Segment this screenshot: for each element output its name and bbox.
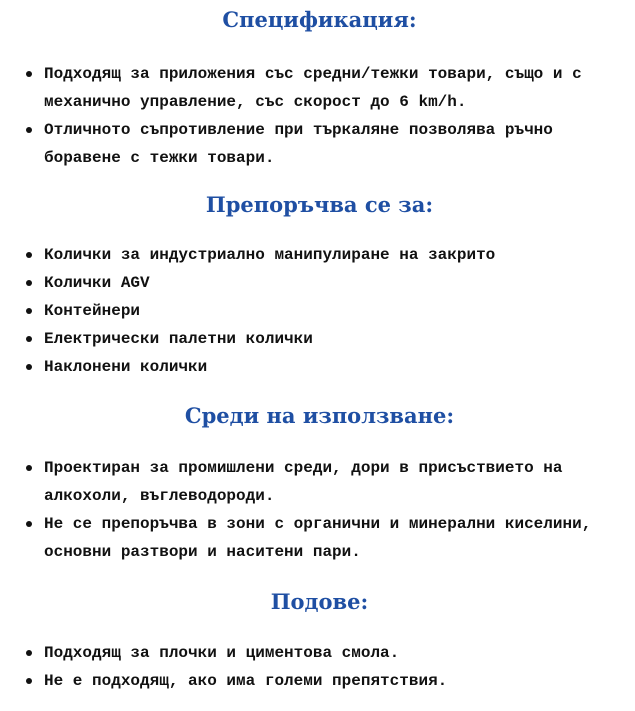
list-item	[22, 116, 617, 172]
list-item-text: Контейнери	[44, 302, 141, 320]
bullet-icon	[26, 678, 32, 684]
recommended-for-list	[22, 241, 617, 381]
list-item	[22, 241, 617, 269]
list-item	[22, 510, 617, 566]
floors-heading: Подове:	[270, 589, 369, 614]
bullet-icon	[26, 336, 32, 342]
list-item	[22, 60, 617, 116]
floors-list	[22, 639, 617, 695]
list-item-text: Отличното съпротивление при търкаляне позволява ръчно боравене с тежки товари.	[44, 121, 553, 167]
bullet-icon	[26, 127, 32, 133]
list-item-text: Наклонени колички	[44, 358, 208, 376]
list-item-text: Не се препоръчва в зони с органични и минерални киселини, основни разтвори и наситени пари.	[44, 515, 592, 561]
bullet-icon	[26, 650, 32, 656]
list-item	[22, 325, 617, 353]
list-item	[22, 269, 617, 297]
list-item-text: Колички AGV	[44, 274, 150, 292]
bullet-icon	[26, 521, 32, 527]
bullet-icon	[26, 71, 32, 77]
list-item-text: Подходящ за плочки и циментова смола.	[44, 644, 400, 662]
list-item-text: Колички за индустриално манипулиране на закрито	[44, 246, 496, 264]
list-item-text: Подходящ за приложения със средни/тежки товари, също и с механично управление, със скорост до 6 km/h.	[44, 65, 582, 111]
bullet-icon	[26, 280, 32, 286]
bullet-icon	[26, 252, 32, 258]
specification-list	[22, 60, 617, 172]
usage-environments-list	[22, 454, 617, 566]
recommended-for-heading: Препоръчва се за:	[205, 192, 434, 217]
list-item-text: Не е подходящ, ако има големи препятствия.	[44, 672, 448, 690]
list-item	[22, 667, 617, 695]
bullet-icon	[26, 308, 32, 314]
list-item	[22, 297, 617, 325]
usage-environments-heading: Среди на използване:	[184, 403, 455, 428]
specification-heading: Спецификация:	[222, 7, 417, 32]
bullet-icon	[26, 465, 32, 471]
bullet-icon	[26, 364, 32, 370]
list-item	[22, 454, 617, 510]
list-item-text: Проектиран за промишлени среди, дори в присъствието на алкохоли, въглеводороди.	[44, 459, 563, 505]
list-item	[22, 639, 617, 667]
list-item-text: Електрически палетни колички	[44, 330, 313, 348]
list-item	[22, 353, 617, 381]
